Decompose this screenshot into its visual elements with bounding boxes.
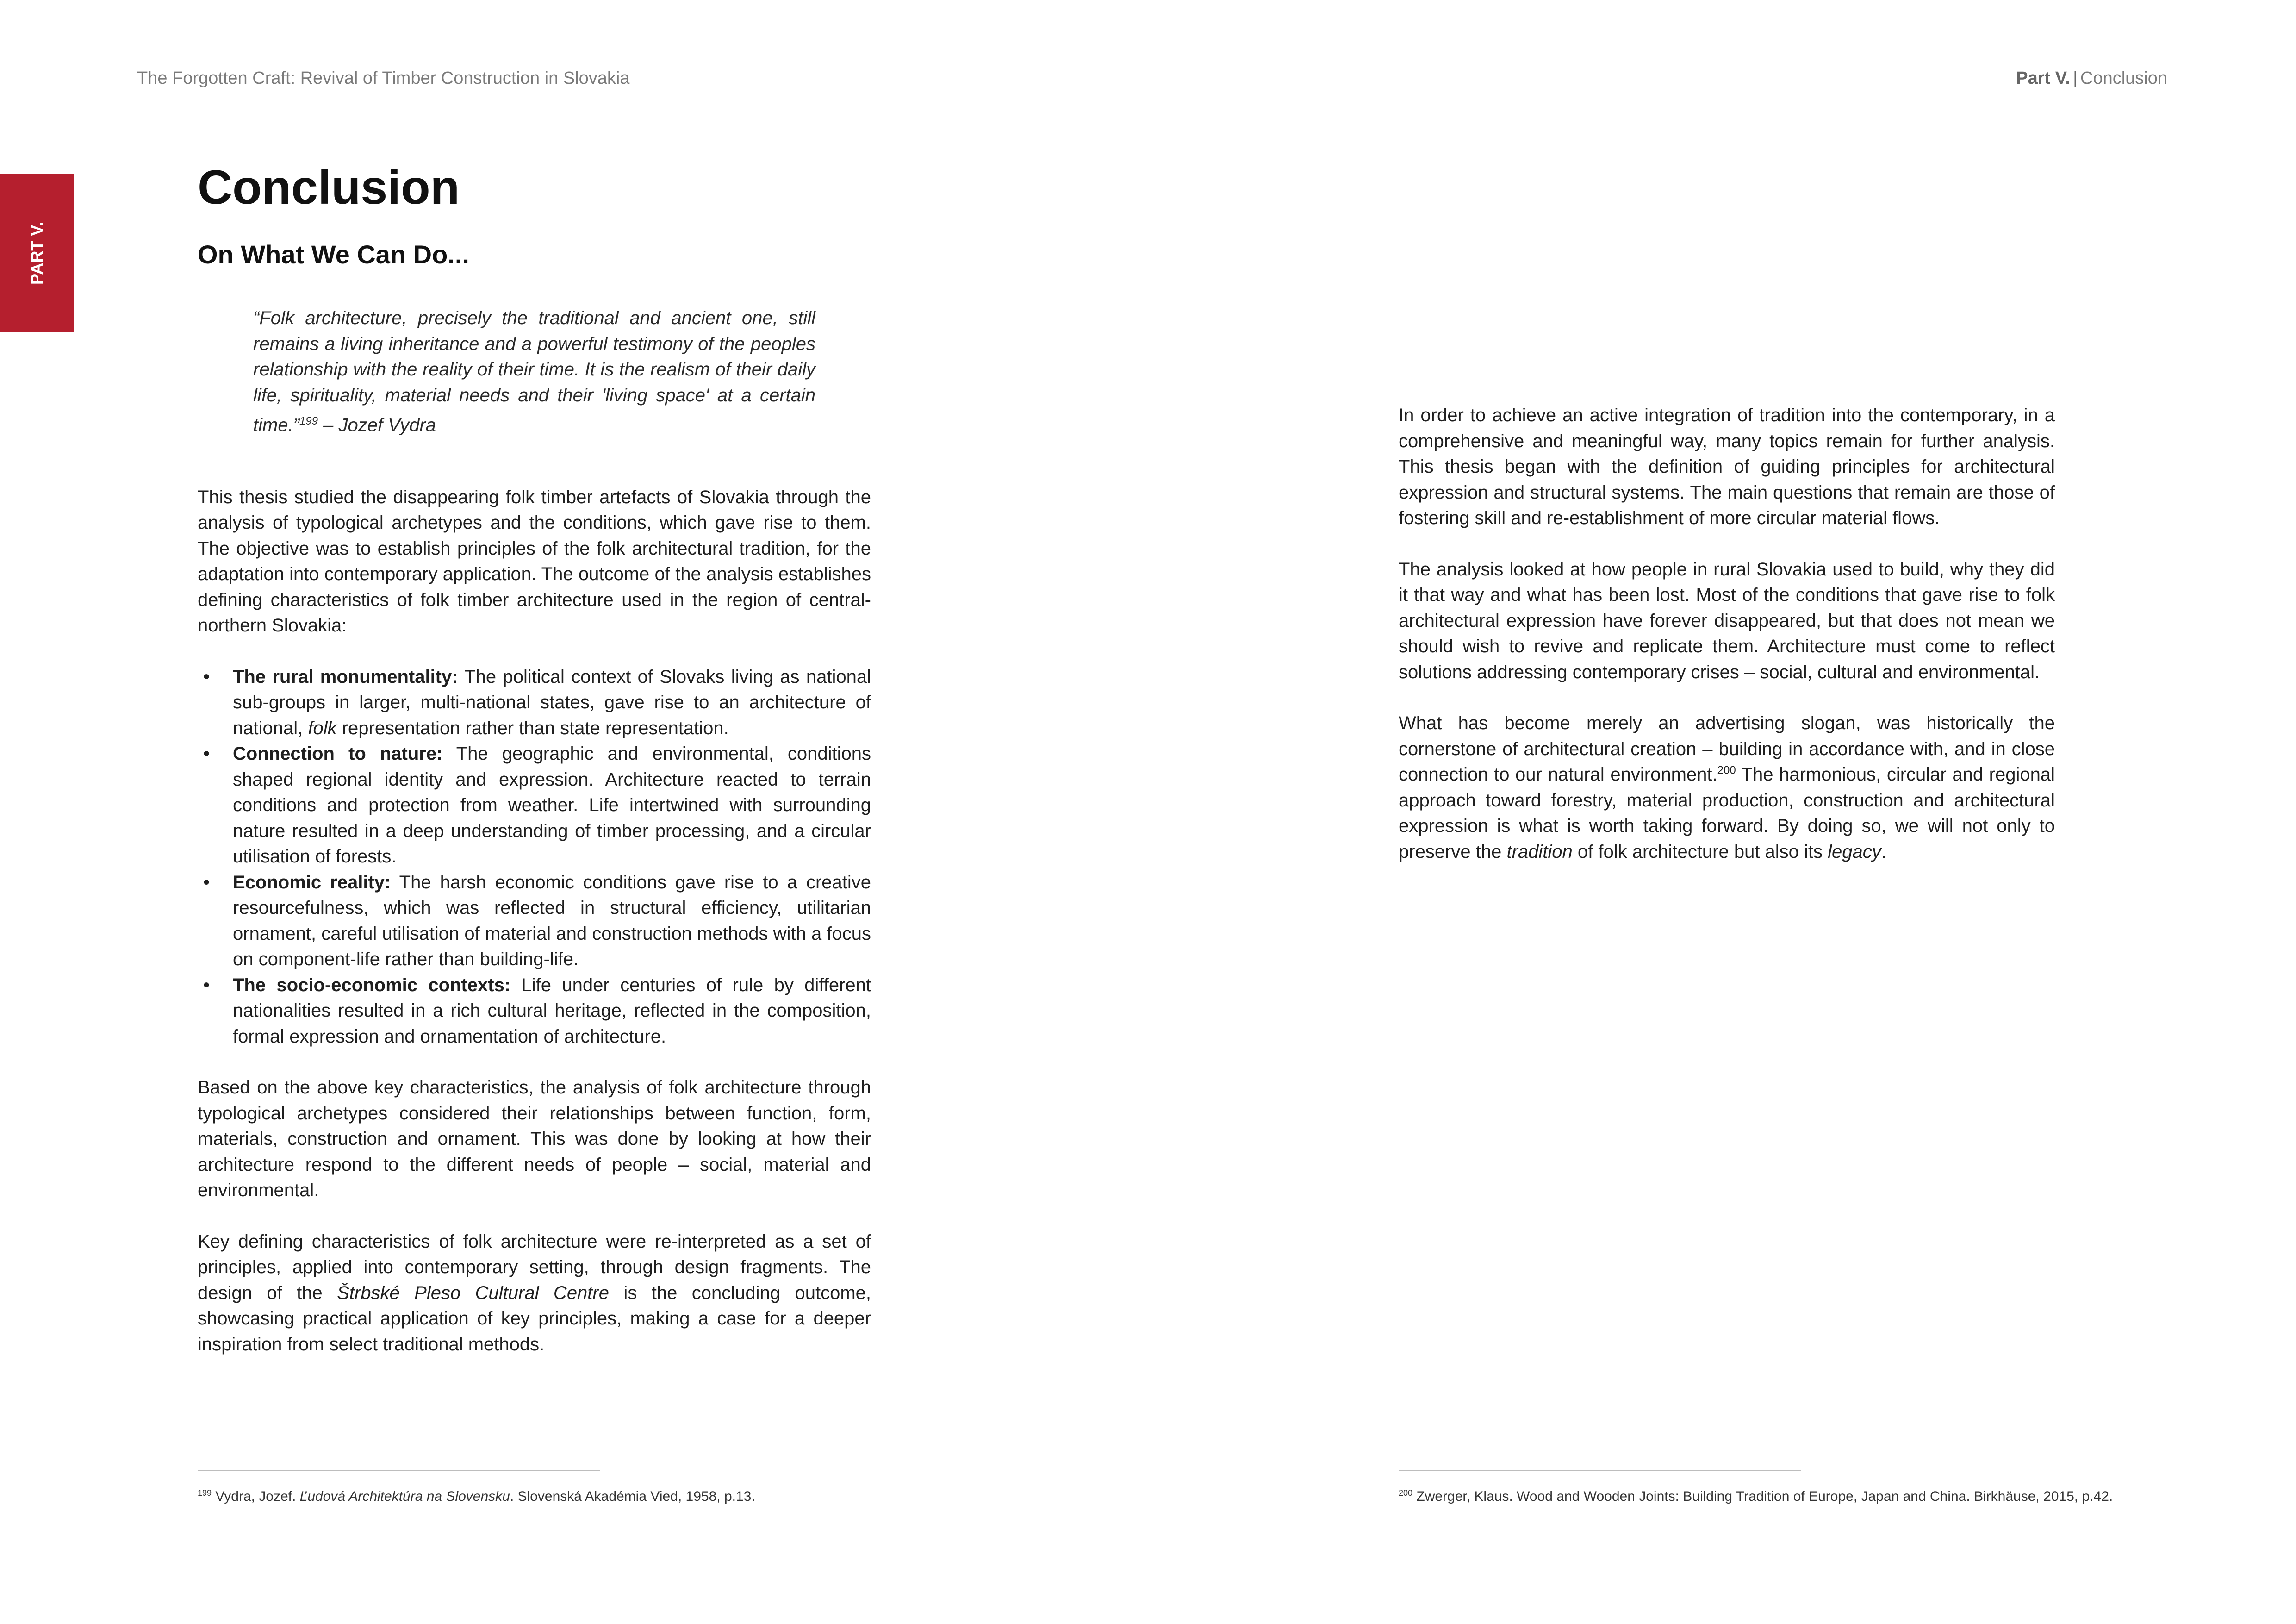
page-title: Conclusion (198, 161, 460, 214)
list-item-term: Connection to nature: (233, 743, 443, 764)
quote-author: – Jozef Vydra (318, 415, 436, 436)
project-name: Štrbské Pleso Cultural Centre (337, 1282, 609, 1303)
body-text (1399, 403, 2055, 865)
list-item: • Connection to nature: The geographic and environmental, conditions shaped regional identity and expression. Architecture reacted to terrain conditions and protection from weather. Life intertwined with surrounding nature resulted in a deep understanding of timber processing, and a circular utilisation of forests. (198, 741, 871, 870)
paragraph: What has become merely an advertising slogan, was historically the cornerstone of architectural creation – building in accordance with, and in close connection to our natural environment.$^{200}$ The harmonious, circular and regional approach toward forestry, material production, construction and architectural expression is what is worth taking forward. By doing so, we will not only to preserve the tradition of folk architecture but also its legacy. (1399, 713, 2055, 862)
paragraph: In order to achieve an active integration of tradition into the contemporary, in a comprehensive and meaningful way, many topics remain for further analysis. This thesis began with the definition of guiding principles for architectural expression and structural systems. The main questions that remain are those of fostering skill and re-establishment of more circular material flows. (1399, 405, 2055, 528)
footnote-divider (1399, 1470, 1801, 1471)
list-item: • Economic reality: The harsh economic conditions gave rise to a creative resourcefulness, which was reflected in structural efficiency, utilitarian ornament, careful utilisation of material and construction methods with a focus on component-life rather than building-life. (198, 870, 871, 973)
footnote-number: 199 (198, 1488, 212, 1498)
epigraph-quote (253, 306, 815, 438)
quote-footnote-ref: 199 (299, 415, 318, 427)
list-item: • The rural monumentality: The political context of Slovaks living as national sub-groups in larger, multi-national states, gave rise to an architecture of national, folk representation rather than state representation. (198, 664, 871, 742)
footnote: $^{200}$ Zwerger, Klaus. Wood and Wooden Joints: Building Tradition of Europe, Japan and China. Birkhäuse, 2015, p.42. (1399, 1488, 2113, 1504)
quote-text: “Folk architecture, precisely the traditional and ancient one, still remains a living inheritance and a powerful testimony of the peoples relationship with the reality of their time. It is the realism of their daily life, spirituality, material needs and their 'living space' at a certain time.” (253, 308, 815, 436)
footnote-number: 200 (1399, 1488, 1413, 1498)
footnote-divider (198, 1470, 600, 1471)
footnote: $^{199}$ Vydra, Jozef. Ľudová Architektúra na Slovensku. Slovenská Akadémia Vied, 1958, p.13. (198, 1488, 755, 1504)
running-header-part: Part V. (2016, 69, 2071, 88)
running-header-title: The Forgotten Craft: Revival of Timber Construction in Slovakia (137, 69, 630, 88)
section-subtitle: On What We Can Do... (198, 240, 469, 269)
paragraph: This thesis studied the disappearing folk timber artefacts of Slovakia through the analysis of typological archetypes and the conditions, which gave rise to them. The objective was to establish principles of the folk architectural tradition, for the adaptation into contemporary application. The outcome of the analysis establishes defining characteristics of folk timber architecture used in the region of central-northern Slovakia: (198, 487, 871, 636)
running-header-section (2016, 69, 2167, 88)
right-page (1399, 403, 2055, 865)
characteristics-list (198, 664, 871, 1050)
paragraph: The analysis looked at how people in rural Slovakia used to build, why they did it that way and what has been lost. Most of the conditions that gave rise to folk architectural expression have forever disappeared, but that does not mean we should wish to revive and replicate them. Architecture must come to reflect solutions addressing contemporary crises – social, cultural and environmental. (1399, 559, 2055, 682)
list-item-term: The rural monumentality: (233, 666, 458, 687)
part-tab (0, 174, 74, 332)
list-item: • The socio-economic contexts: Life under centuries of rule by different nationalities resulted in a rich cultural heritage, reflected in the composition, formal expression and ornamentation of architecture. (198, 973, 871, 1050)
left-page (198, 153, 871, 1357)
body-text (198, 485, 871, 1358)
part-tab-label: PART V. (27, 221, 46, 285)
running-header-section-name: Conclusion (2080, 69, 2167, 88)
paragraph: Based on the above key characteristics, the analysis of folk architecture through typological archetypes considered their relationships between function, form, materials, construction and ornament. This was done by looking at how their architecture respond to the different needs of people – social, material and environmental. (198, 1077, 871, 1201)
running-header-separator: | (2073, 69, 2078, 88)
footnote-ref: 200 (1717, 764, 1736, 777)
list-item-term: Economic reality: (233, 872, 391, 893)
list-item-term: The socio-economic contexts: (233, 974, 511, 995)
paragraph: Key defining characteristics of folk architecture were re-interpreted as a set of principles, applied into contemporary setting, through design fragments. The design of the Štrbské Pleso Cultural Centre is the concluding outcome, showcasing practical application of key principles, making a case for a deeper inspiration from select traditional methods. (198, 1231, 871, 1355)
